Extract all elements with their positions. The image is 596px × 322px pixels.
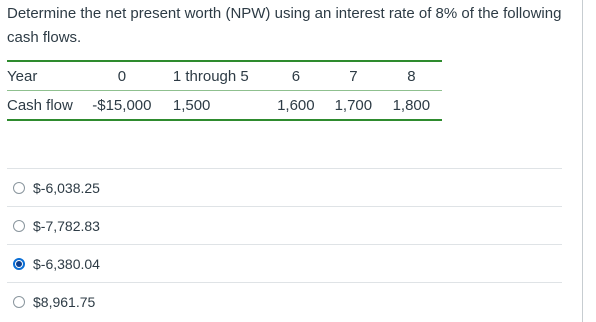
header-year-1-5: 1 through 5	[171, 61, 266, 91]
radio-button[interactable]	[13, 220, 25, 232]
cash-flow-year-6: 1,600	[277, 96, 315, 114]
answer-label: $-6,038.25	[33, 179, 100, 196]
content-right-border	[582, 0, 583, 322]
cash-flow-table	[7, 60, 442, 121]
cash-flow-year-0: -$15,000	[92, 96, 152, 114]
answer-option-4[interactable]	[7, 283, 562, 320]
answer-option-2[interactable]	[7, 207, 562, 245]
table-header-row	[7, 61, 442, 91]
radio-button-selected[interactable]	[13, 258, 25, 270]
row-label-cash-flow: Cash flow	[7, 96, 73, 114]
radio-button[interactable]	[13, 296, 25, 308]
radio-button[interactable]	[13, 182, 25, 194]
answer-label: $-6,380.04	[33, 255, 100, 272]
header-year: Year	[7, 61, 73, 91]
table-row	[7, 91, 442, 121]
header-year-8: 8	[381, 61, 442, 91]
answer-label: $8,961.75	[33, 293, 96, 310]
answer-label: $-7,782.83	[33, 217, 100, 234]
answer-option-1[interactable]	[7, 169, 562, 207]
answer-option-3[interactable]	[7, 245, 562, 283]
header-year-0: 0	[73, 61, 171, 91]
question-text: Determine the net present worth (NPW) using an interest rate of 8% of the following cash flows.	[7, 5, 562, 46]
cash-flow-year-1-5: 1,500	[172, 96, 211, 114]
cash-flow-year-8: 1,800	[392, 96, 431, 114]
header-year-6: 6	[266, 61, 326, 91]
header-year-7: 7	[326, 61, 381, 91]
answer-choices	[7, 168, 562, 320]
cash-flow-year-7: 1,700	[334, 96, 373, 114]
